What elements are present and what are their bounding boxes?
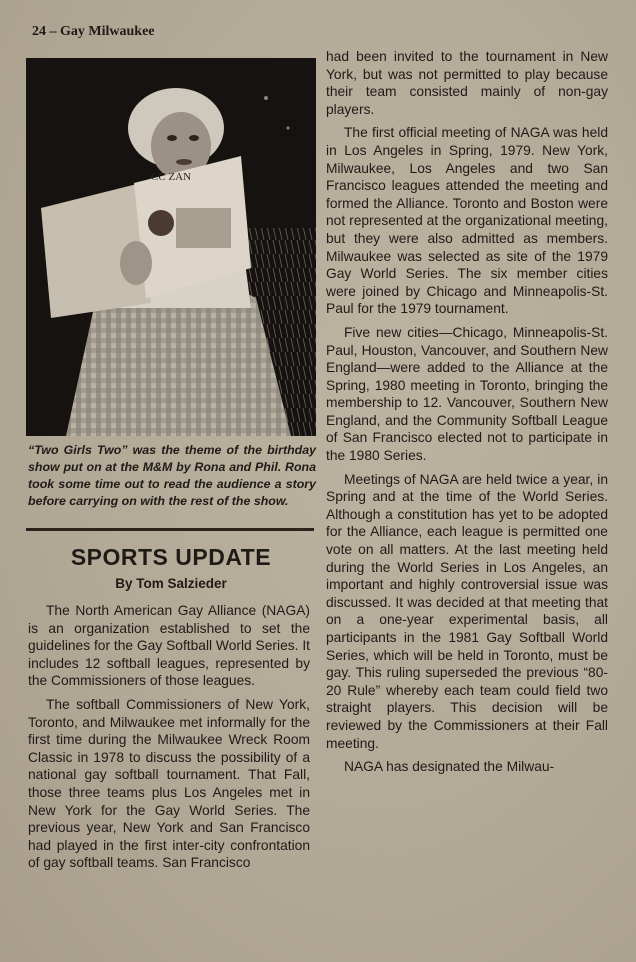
article-headline: SPORTS UPDATE [70, 544, 272, 570]
paragraph: Five new cities—Chicago, Minneapolis-St. Paul, Houston, Vancouver, and Southern New England—were added to the Alliance at the Spring, 1980 meeting in Toronto, bringing the membership to 12. Vancouver, Southern New England, and the Community Softball League of San Francisco elected not to participate in the 1980 Series. [326, 324, 608, 464]
photo-caption: “Two Girls Two” was the theme of the birthday show put on at the M&M by Rona and Phil. Rona took some time out to read the audience a story before carrying on with the rest of the show. [28, 443, 316, 508]
article-column-left [28, 596, 310, 872]
article-byline: By Tom Salzieder [115, 576, 227, 591]
performer-photo [26, 58, 316, 436]
paragraph: NAGA has designated the Milwau- [344, 759, 555, 775]
paragraph: The softball Commissioners of New York, Toronto, and Milwaukee met informally for the first time during the Milwaukee Wreck Room Classic in 1978 to discuss the possibility of a national gay softball tournament. That Fall, those three teams plus Los Angeles met in New York for the Gay World Series. The previous year, New York and San Francisco had played in the first inter-city confrontation of gay softball teams. San Francisco [28, 696, 310, 871]
paragraph: The North American Gay Alliance (NAGA) is an organization established to set the guidelines for the Gay Softball World Series. It includes 12 softball leagues, represented by the Commissioners of those leagues. [28, 603, 310, 689]
paragraph: had been invited to the tournament in New York, but was not permitted to play because their team consisted mainly of non-gay players. [326, 49, 608, 117]
section-divider [26, 528, 314, 531]
page-header: 24 – Gay Milwaukee [32, 24, 155, 39]
paragraph: Meetings of NAGA are held twice a year, in Spring and at the time of the World Series. Although a constitution has yet to be adopted for the Alliance, each league is permitted one vote on all matters. At the last meeting held during the World Series in Los Angeles, an important and highly controversial issue was discussed. It was decided at that meeting that on a one-year experimental basis, all participants in the 1981 Gay Softball World Series, which will be held in Toronto, must be gay. This ruling superseded the previous “80-20 Rule” whereby each team could field two straight players. This decision will be reviewed by the Commissioners at their Fall meeting. [326, 471, 608, 751]
photo [26, 58, 316, 436]
article-column-right [326, 48, 608, 776]
magazine-cover-text: CC ZAN [151, 171, 192, 183]
paragraph: The first official meeting of NAGA was held in Los Angeles in Spring, 1979. New York, Milwaukee, Los Angeles and two San Francisco leagues attended the meeting and formed the Alliance. Toronto and Boston were not represented at the organizational meeting, but they were also admitted as members. Milwaukee was selected as site of the 1979 Gay World Series. The six member cities were joined by Chicago and Minneapolis-St. Paul for the 1979 tournament. [326, 125, 608, 317]
